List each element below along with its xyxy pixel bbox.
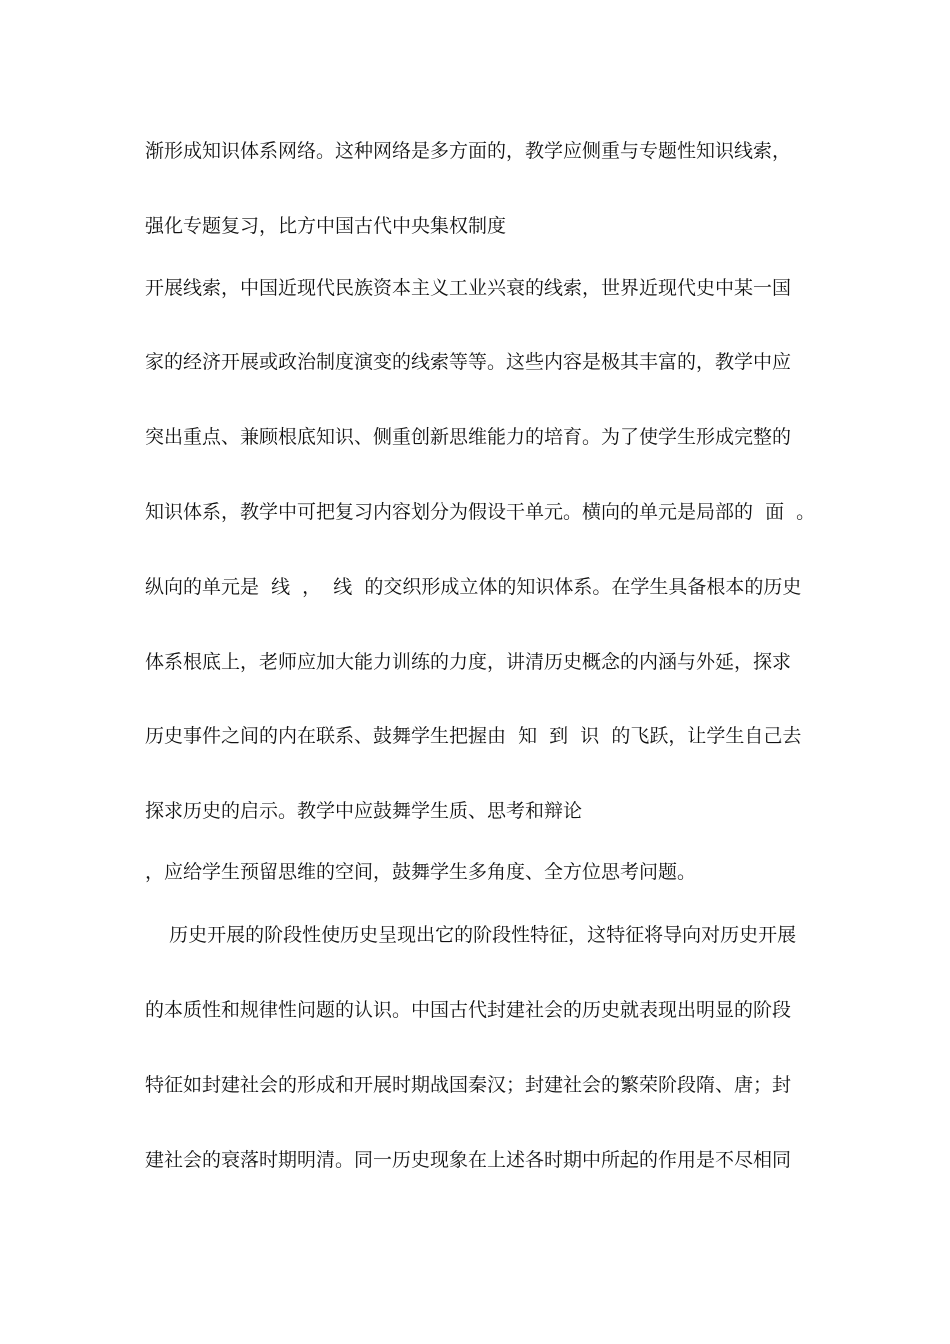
text-line: 历史开展的阶段性使历史呈现出它的阶段性特征，这特征将导向对历史开展 <box>145 924 797 946</box>
text-line: 建社会的衰落时期明清。同一历史现象在上述各时期中所起的作用是不尽相同 <box>145 1149 792 1171</box>
text-line: 开展线索，中国近现代民族资本主义工业兴衰的线索，世界近现代史中某一国 <box>145 277 792 299</box>
text-line: 体系根底上，老师应加大能力训练的力度，讲清历史概念的内涵与外延，探求 <box>145 651 792 673</box>
text-line: 历史事件之间的内在联系、鼓舞学生把握由 知 到 识 的飞跃，让学生自己去 <box>145 725 802 747</box>
text-line: 强化专题复习，比方中国古代中央集权制度 <box>145 215 507 237</box>
text-line: 突出重点、兼顾根底知识、侧重创新思维能力的培育。为了使学生形成完整的 <box>145 426 792 448</box>
text-line: 家的经济开展或政治制度演变的线索等等。这些内容是极其丰富的，教学中应 <box>145 351 792 373</box>
text-line: 渐形成知识体系网络。这种网络是多方面的，教学应侧重与专题性知识线索， <box>145 140 792 162</box>
text-line: 的本质性和规律性问题的认识。中国古代封建社会的历史就表现出明显的阶段 <box>145 999 792 1021</box>
text-line: 探求历史的启示。教学中应鼓舞学生质、思考和辩论 <box>145 800 583 822</box>
text-line: ，应给学生预留思维的空间，鼓舞学生多角度、全方位思考问题。 <box>145 861 697 883</box>
text-line: 知识体系，教学中可把复习内容划分为假设干单元。横向的单元是局部的 面 。 <box>145 501 816 523</box>
text-line: 纵向的单元是 线 ， 线 的交织形成立体的知识体系。在学生具备根本的历史 <box>145 576 802 598</box>
text-line: 特征如封建社会的形成和开展时期战国秦汉；封建社会的繁荣阶段隋、唐；封 <box>145 1074 792 1096</box>
